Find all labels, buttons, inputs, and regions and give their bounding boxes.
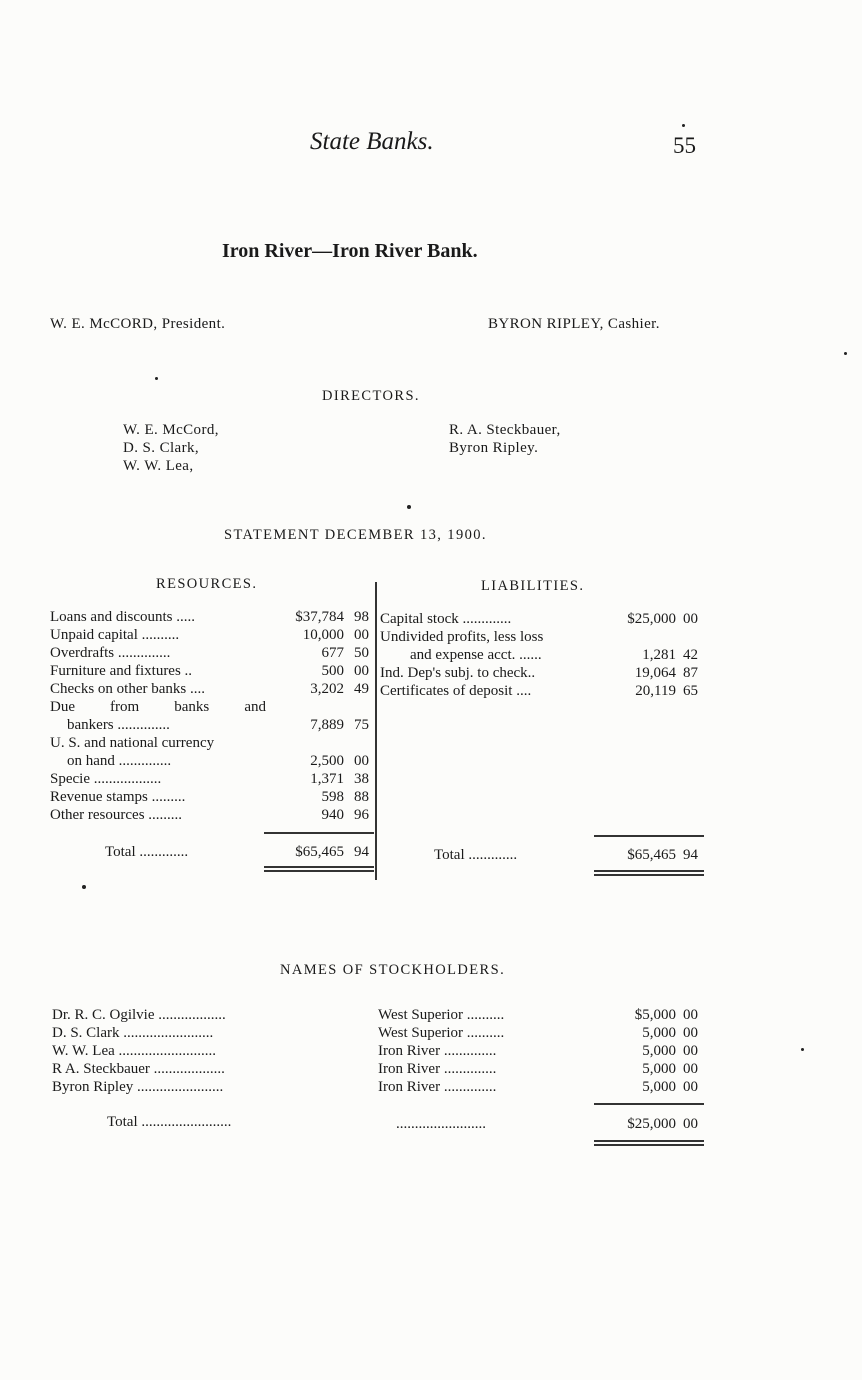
- liability-label: Certificates of deposit ....: [380, 683, 532, 699]
- resource-label: Checks on other banks ....: [50, 681, 205, 697]
- resources-total-cents: 94: [354, 844, 369, 860]
- stockholders-double-rule: [594, 1144, 704, 1146]
- stockholders-double-rule: [594, 1140, 704, 1142]
- stockholder-cents: 00: [683, 1043, 698, 1059]
- resource-cents: 00: [354, 663, 369, 679]
- bank-title: Iron River—Iron River Bank.: [222, 240, 478, 262]
- page-number: 55: [673, 133, 696, 158]
- stockholders-total-dots: ........................: [396, 1116, 486, 1132]
- cashier: BYRON RIPLEY, Cashier.: [488, 316, 660, 332]
- resource-label: Loans and discounts .....: [50, 609, 195, 625]
- resources-total-dollars: $65,465: [295, 844, 344, 860]
- resource-cents: 00: [354, 627, 369, 643]
- liability-dollars: 19,064: [634, 665, 676, 681]
- resource-label: Due from banks and: [50, 699, 266, 715]
- stockholders-heading: NAMES OF STOCKHOLDERS.: [280, 962, 506, 978]
- liabilities-total-cents: 94: [683, 847, 698, 863]
- liability-cents: 00: [683, 611, 698, 627]
- resource-label: Revenue stamps .........: [50, 789, 186, 805]
- stockholder-cents: 00: [683, 1061, 698, 1077]
- liabilities-double-rule: [594, 870, 704, 872]
- liabilities-total-rule: [594, 835, 704, 837]
- liability-label: and expense acct. ......: [410, 647, 542, 663]
- directors-right: [449, 421, 561, 457]
- liability-dollars: 20,119: [635, 683, 676, 699]
- stockholders-total-cents: 00: [683, 1116, 698, 1132]
- stockholder-cents: 00: [683, 1007, 698, 1023]
- liability-dollars: 1,281: [642, 647, 676, 663]
- resource-label: Furniture and fixtures ..: [50, 663, 193, 679]
- resources-row: [50, 680, 205, 698]
- stockholder-name: W. W. Lea ..........................: [52, 1043, 217, 1059]
- liability-cents: 65: [683, 683, 698, 699]
- resource-cents: 75: [354, 717, 369, 733]
- resource-dollars: 2,500: [310, 753, 344, 769]
- print-speck: [801, 1048, 804, 1051]
- resource-label: Unpaid capital ..........: [50, 627, 180, 643]
- resource-label: U. S. and national currency: [50, 735, 215, 751]
- liability-dollars: $25,000: [627, 611, 676, 627]
- liabilities-total-dollars: $65,465: [627, 847, 676, 863]
- resource-dollars: 10,000: [302, 627, 344, 643]
- print-speck: [82, 885, 86, 889]
- stockholder-dollars: 5,000: [642, 1043, 676, 1059]
- resources-row: [50, 626, 179, 644]
- liability-label: Capital stock .............: [380, 611, 512, 627]
- liability-label: Ind. Dep's subj. to check..: [380, 665, 536, 681]
- running-title: State Banks.: [310, 128, 434, 155]
- resource-cents: 98: [354, 609, 369, 625]
- resource-cents: 38: [354, 771, 369, 787]
- resource-label: Overdrafts ..............: [50, 645, 171, 661]
- directors-left: [123, 421, 219, 475]
- stockholder-city: Iron River ..............: [378, 1043, 497, 1059]
- resource-label: on hand ..............: [67, 753, 172, 769]
- director-name: R. A. Steckbauer,: [449, 422, 561, 438]
- stockholder-name: D. S. Clark ........................: [52, 1025, 214, 1041]
- directors-heading: DIRECTORS.: [322, 388, 420, 404]
- resource-dollars: $37,784: [295, 609, 344, 625]
- liabilities-double-rule: [594, 874, 704, 876]
- resources-row: [50, 644, 170, 662]
- director-name: W. W. Lea,: [123, 458, 194, 474]
- stockholder-dollars: 5,000: [642, 1079, 676, 1095]
- resources-total-rule: [264, 832, 374, 834]
- stockholder-cents: 00: [683, 1079, 698, 1095]
- resources-total-label: Total .............: [105, 844, 189, 860]
- liabilities-total-label: Total .............: [434, 847, 518, 863]
- print-speck: [844, 352, 847, 355]
- director-name: Byron Ripley.: [449, 440, 539, 456]
- president: W. E. McCORD, President.: [50, 316, 226, 332]
- stockholder-city: West Superior ..........: [378, 1007, 505, 1023]
- resource-dollars: 500: [321, 663, 344, 679]
- stockholder-name: R A. Steckbauer ...................: [52, 1061, 225, 1077]
- stockholder-dollars: 5,000: [642, 1025, 676, 1041]
- stockholder-city: Iron River ..............: [378, 1079, 497, 1095]
- stockholders-total-rule: [594, 1103, 704, 1105]
- resources-double-rule: [264, 866, 374, 868]
- resource-label: Other resources .........: [50, 807, 183, 823]
- stockholder-city: Iron River ..............: [378, 1061, 497, 1077]
- stockholders-total-dollars: $25,000: [627, 1116, 676, 1132]
- resource-cents: 50: [354, 645, 369, 661]
- resources-row: [50, 608, 195, 626]
- statement-heading: STATEMENT DECEMBER 13, 1900.: [224, 527, 487, 543]
- stockholders-total-label: Total ........................: [107, 1114, 232, 1130]
- stockholder-cents: 00: [683, 1025, 698, 1041]
- print-speck: [682, 124, 685, 127]
- resource-dollars: 1,371: [310, 771, 344, 787]
- stockholder-city: West Superior ..........: [378, 1025, 505, 1041]
- resource-dollars: 598: [321, 789, 344, 805]
- stockholder-dollars: $5,000: [634, 1007, 676, 1023]
- resource-dollars: 7,889: [310, 717, 344, 733]
- resource-label: Specie ..................: [50, 771, 162, 787]
- resource-cents: 96: [354, 807, 369, 823]
- print-speck: [155, 377, 158, 380]
- liability-cents: 87: [683, 665, 698, 681]
- resource-dollars: 940: [321, 807, 344, 823]
- resource-label: bankers ..............: [67, 717, 170, 733]
- stockholder-dollars: 5,000: [642, 1061, 676, 1077]
- liability-label: Undivided profits, less loss: [380, 629, 544, 645]
- resources-double-rule: [264, 870, 374, 872]
- stockholder-name: Byron Ripley .......................: [52, 1079, 224, 1095]
- resource-cents: 49: [354, 681, 369, 697]
- liability-cents: 42: [683, 647, 698, 663]
- director-name: D. S. Clark,: [123, 440, 200, 456]
- liabilities-heading: LIABILITIES.: [481, 578, 585, 594]
- stockholder-name: Dr. R. C. Ogilvie ..................: [52, 1007, 226, 1023]
- resources-row: [50, 662, 192, 680]
- resources-heading: RESOURCES.: [156, 576, 258, 592]
- resource-cents: 88: [354, 789, 369, 805]
- resource-dollars: 3,202: [310, 681, 344, 697]
- resource-dollars: 677: [321, 645, 344, 661]
- director-name: W. E. McCord,: [123, 422, 219, 438]
- resource-cents: 00: [354, 753, 369, 769]
- column-divider: [375, 582, 377, 880]
- print-speck: [407, 505, 411, 509]
